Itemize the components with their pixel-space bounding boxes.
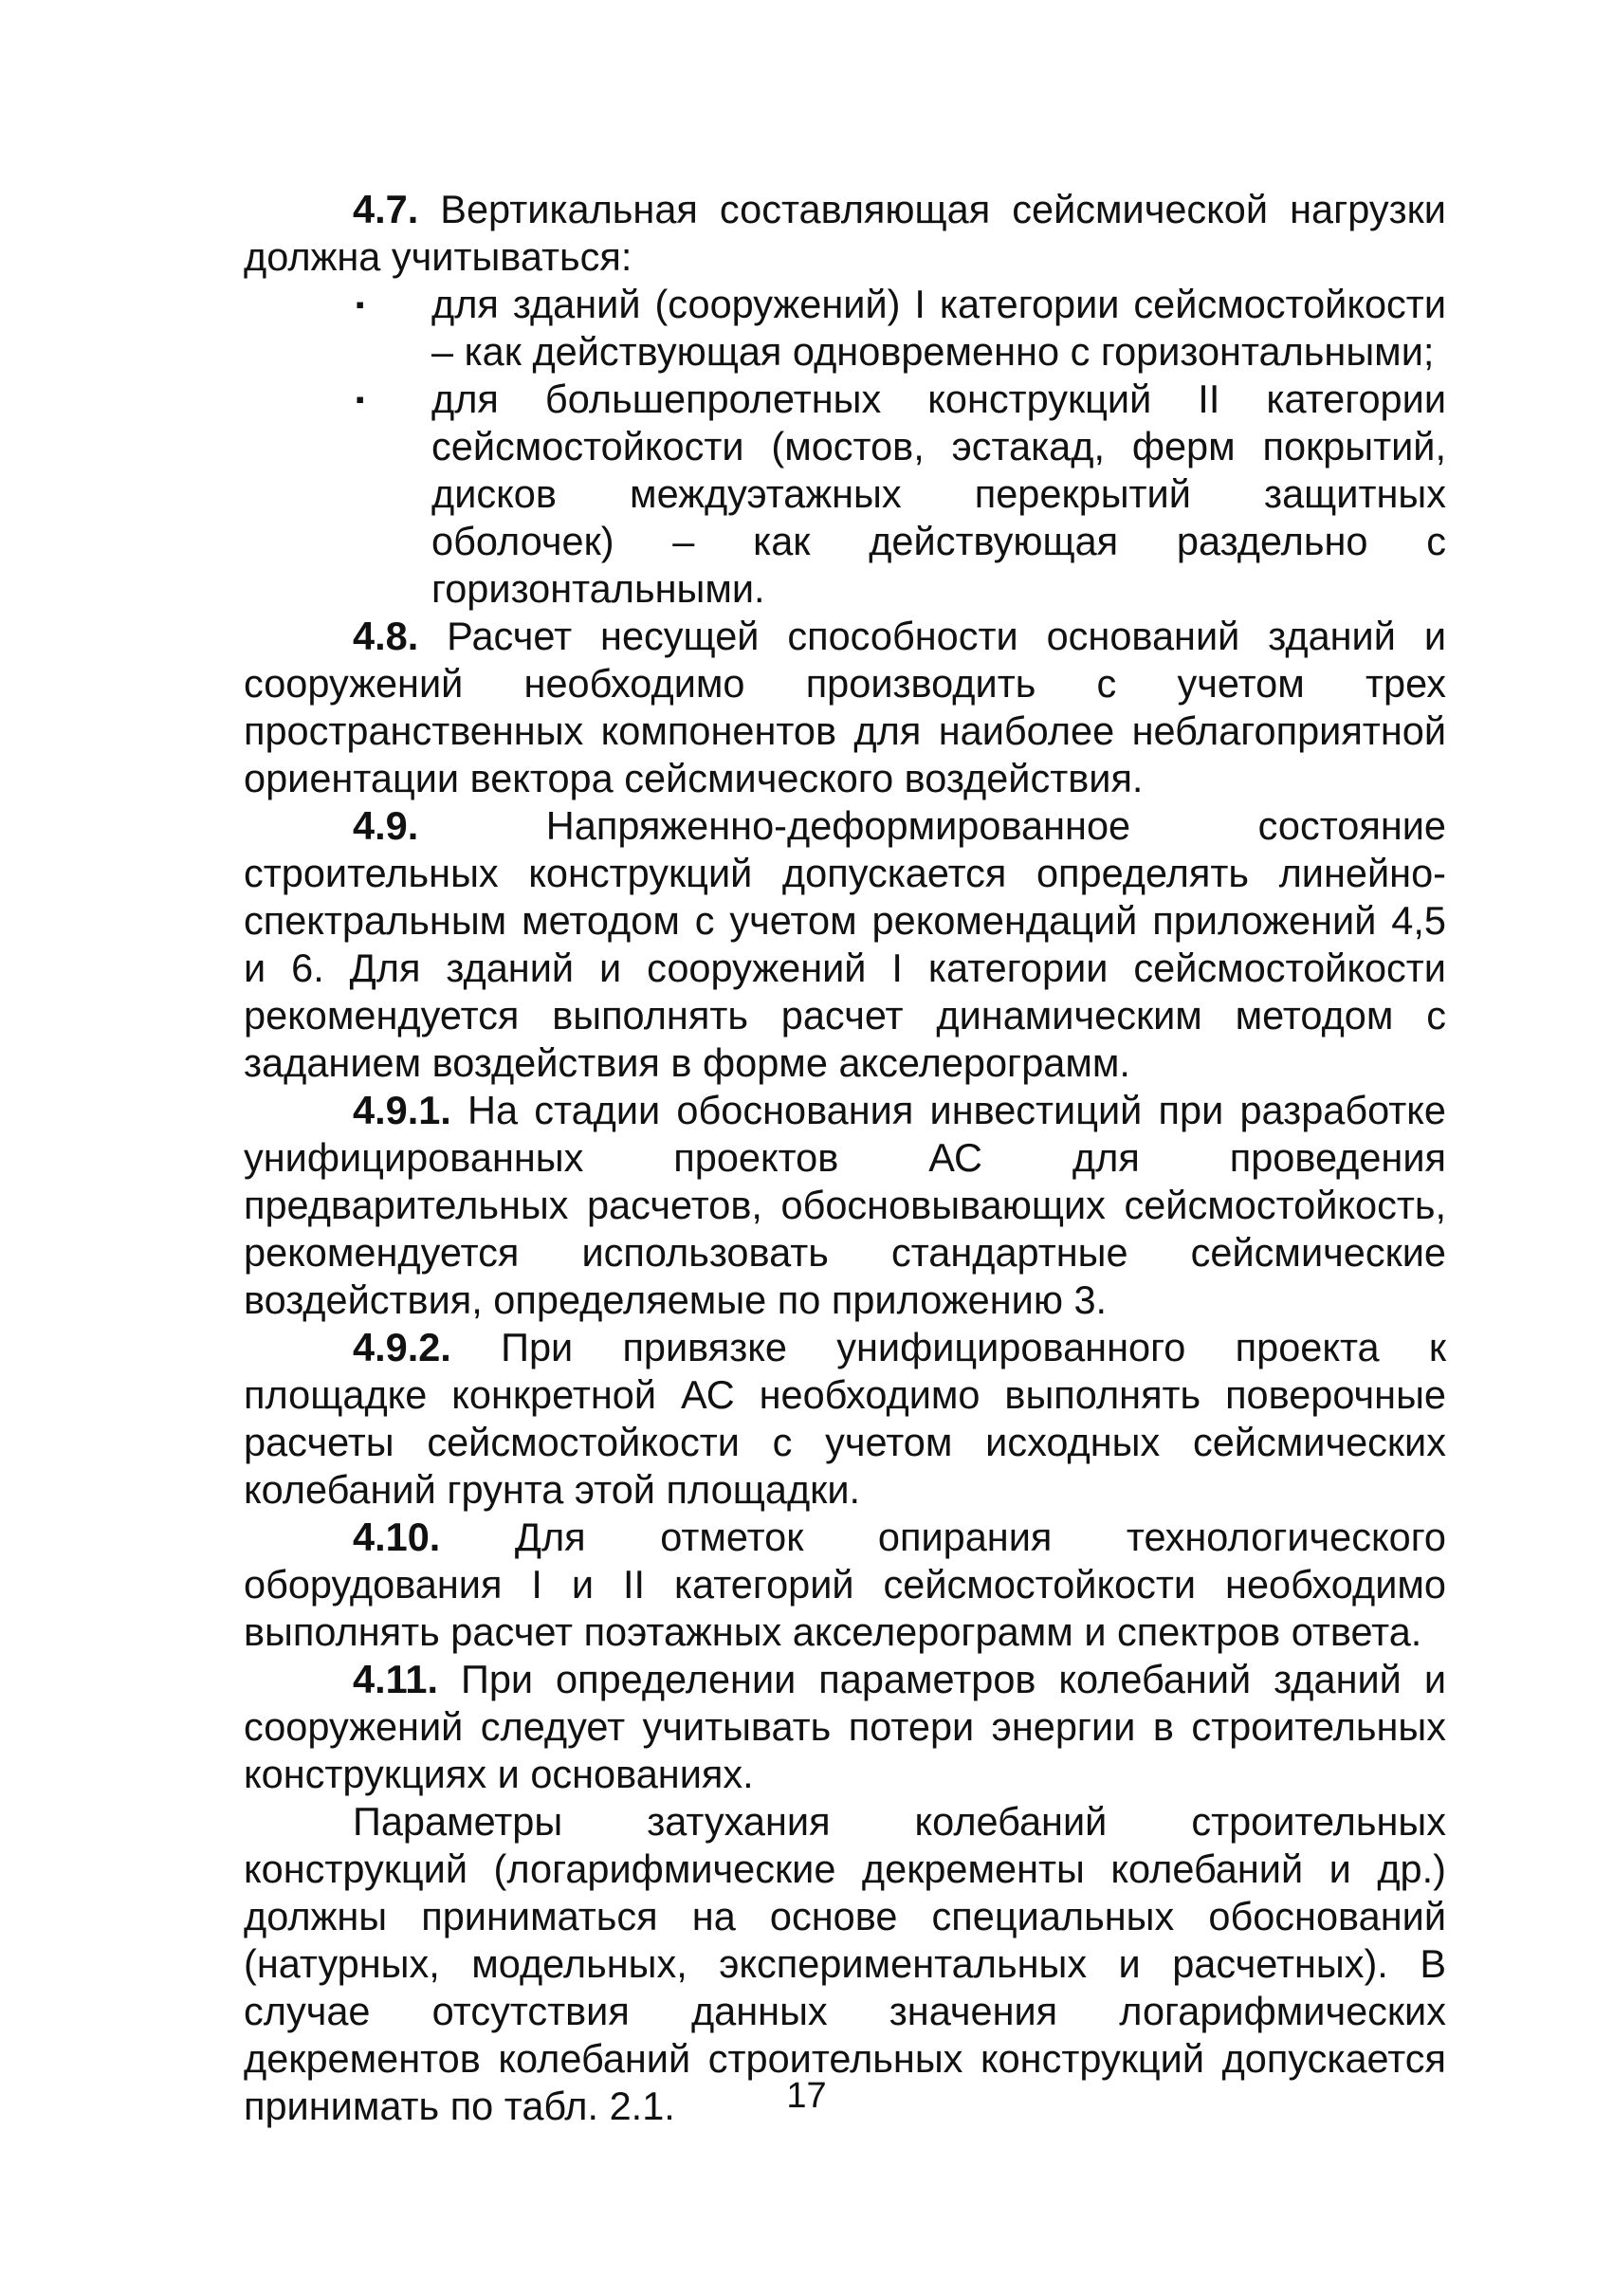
paragraph-text: Напряженно-деформированное состояние строительных конструкций допускается определять линейно-спектральным методом с учетом рекомендаций приложений 4,5 и 6. Для зданий и сооружений I категории сейсмостойкости рекомендуется выполнять расчет динамическим методом с заданием воздействия в форме акселерограмм. — [244, 803, 1446, 1085]
paragraph-text: Вертикальная составляющая сейсмической нагрузки должна учитываться: — [244, 187, 1446, 279]
paragraph-4-7 — [244, 186, 1446, 281]
paragraph-text: На стадии обоснования инвестиций при разработке унифицированных проектов АС для проведения предварительных расчетов, обосновывающих сейсмостойкость, рекомендуется использовать стандартные сейсмические воздействия, определяемые по приложению 3. — [244, 1088, 1447, 1322]
bullet-list — [244, 281, 1446, 613]
bullet-icon: ▪ — [356, 385, 365, 413]
paragraph-4-11 — [244, 1656, 1446, 1798]
paragraph-4-9-2 — [244, 1324, 1446, 1514]
bullet-item — [244, 281, 1446, 376]
paragraph-4-9 — [244, 802, 1446, 1087]
paragraph-number: 4.9.2. — [353, 1325, 451, 1369]
paragraph-4-8 — [244, 613, 1446, 802]
paragraph-number: 4.7. — [353, 187, 419, 231]
paragraph-number: 4.10. — [353, 1515, 441, 1559]
paragraph-number: 4.9.1. — [353, 1088, 451, 1132]
page-number: 17 — [786, 2076, 827, 2116]
bullet-text: для зданий (сооружений) I категории сейсмостойкости – как действующая одновременно с горизонтальными; — [431, 282, 1446, 374]
paragraph-text: Расчет несущей способности оснований зданий и сооружений необходимо производить с учетом трех пространственных компонентов для наиболее неблагоприятной ориентации вектора сейсмического воздействия. — [244, 614, 1447, 800]
bullet-icon: ▪ — [356, 290, 365, 319]
paragraph-number: 4.8. — [353, 614, 419, 658]
document-page — [244, 186, 1446, 2130]
paragraph-text: При определении параметров колебаний зданий и сооружений следует учитывать потери энергии в строительных конструкциях и основаниях. — [244, 1657, 1447, 1796]
paragraph-text: Для отметок опирания технологического оборудования I и II категорий сейсмостойкости необходимо выполнять расчет поэтажных акселерограмм и спектров ответа. — [244, 1515, 1447, 1654]
paragraph-4-9-1 — [244, 1087, 1446, 1324]
paragraph-number: 4.11. — [353, 1657, 439, 1701]
bullet-item — [244, 376, 1446, 613]
paragraph-4-10 — [244, 1514, 1446, 1656]
paragraph-number: 4.9. — [353, 803, 419, 848]
bullet-text: для большепролетных конструкций II категории сейсмостойкости (мостов, эстакад, ферм покрытий, дисков междуэтажных перекрытий защитных оболочек) – как действующая раздельно с горизонтальными. — [431, 377, 1446, 611]
paragraph-text: Параметры затухания колебаний строительных конструкций (логарифмические декременты колебаний и др.) должны приниматься на основе специальных обоснований (натурных, модельных, экспериментальных и расчетных). В случае отсутствия данных значения логарифмических декрементов колебаний строительных конструкций допускается принимать по табл. 2.1. — [244, 1799, 1446, 2128]
paragraph-text: При привязке унифицированного проекта к площадке конкретной АС необходимо выполнять поверочные расчеты сейсмостойкости с учетом исходных сейсмических колебаний грунта этой площадки. — [244, 1325, 1447, 1512]
